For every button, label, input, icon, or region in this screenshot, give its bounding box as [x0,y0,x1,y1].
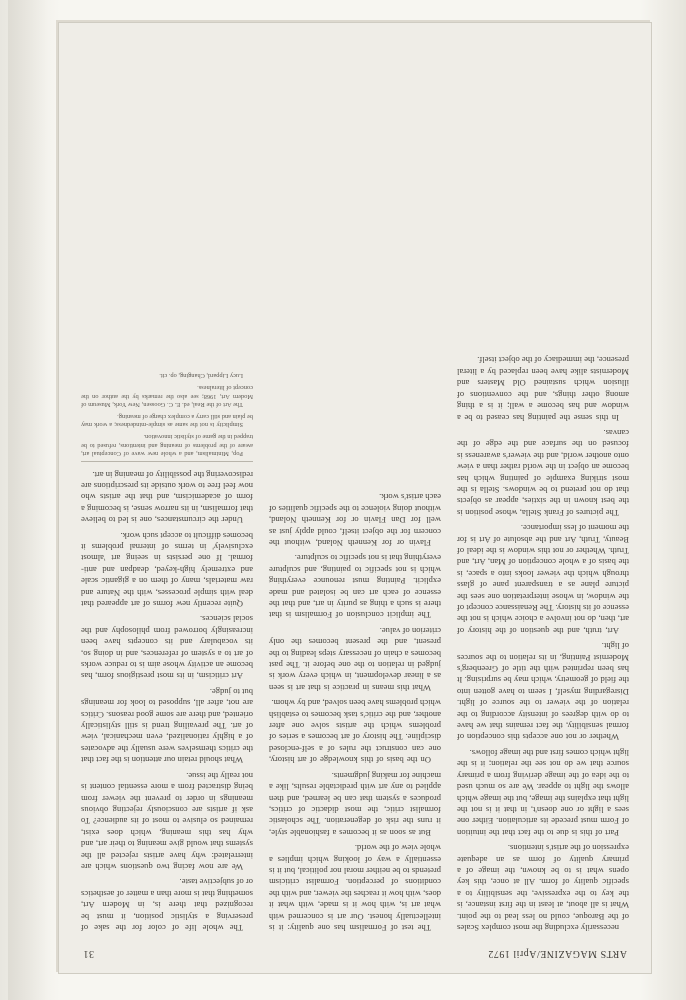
paragraph: Part of this is due to the fact that the intuition of Form must precede its articulation. Either one sees a light or one doesn't, in that it is not the light that explains the image, but the image which allows the light to appear. We are so much used to the idea of the image deriving from a primary source that we do not see the relation; it is the light which comes first and the image follows. [457,747,629,838]
paragraph: The whole life of color for the sake of preserving a stylistic position, it must be recognized that there is, in Modern Art, something that is more than a matter of aesthetics or of subjective taste. [81,877,253,933]
journal-title: ARTS MAGAZINE/April 1972 [487,948,627,959]
paragraph: Under the circumstances, one is led to believe that formalism, in its narrow sense, is becoming a form of academicism, and that the artists who now feel free to work outside its prescriptions are rediscovering the possibility of meaning in art. [81,469,253,526]
magazine-page [58,22,652,974]
paragraph: In this sense the painting has ceased to be a window and has become a wall; it is a thing among other things, and the conventions of illusion which sustained Old Masters and Modernists alike have been replaced by a literal presence, the immediacy of the object itself. [457,355,629,423]
column-3 [81,45,253,933]
footnotes [81,371,253,462]
footnote: Lucy Lippard, Changing, op. cit. [159,372,243,380]
footnote: Pop, Minimalism, and a whole new wave of Conceptual art, aware of the problems of meaning and intentions, refused to be trapped in the game of stylistic innovation. [81,432,253,458]
paragraph: On the basis of this knowledge of art history, one can construct the rules of a self-enclosed discipline. The history of art becomes a series of problems which the artists solve one after another, and the critic's task becomes to establish which problems have been solved, and by whom. [269,698,441,766]
paragraph: Whether or not one accepts this conception of formal sensibility, the fact remains that we have to do with degrees of intensity according to the relation of the viewer to the source of light. Disregarding myself, I seem to have gotten into the field of geometry, which may be surprising. It has been reprinted with the title of Greenberg's Modernist Painting, in its relation to the sources of light. [457,641,629,743]
column-2 [269,45,441,933]
paragraph: The test of Formalism has one quality: it is intellectually honest. Our art is concerned with what art is, with how it is made, with what it does, with how it reaches the viewer, and with the conditions of perception. Formalist criticism pretends to be neither moral nor political, but it is essentially a way of looking which implies a whole view of the world. [269,843,441,933]
paragraph: The pictures of Frank Stella, whose position is the best known in the sixties, appear as objects that do not pretend to be windows. Stella is the most striking example of painting which has become an object in the world rather than a view onto another world, and the viewer's awareness is focused on the surface and the edge of the canvas. [457,427,629,518]
paragraph: What this means in practice is that art is seen as a linear development, in which every work is judged in relation to the one before it. The past becomes a chain of necessary steps leading to the present, and the present becomes the only criterion of value. [269,625,441,693]
paragraph: Flavin or for Kenneth Noland, without the concern for the object itself, could apply just as well for Dan Flavin or for Kenneth Noland, without doing violence to the specific qualities of each artist's work. [269,492,441,548]
page-header [83,943,627,959]
paragraph: necessarily excluding the most complex Scales of the Baroque, could no less lead to the point. What is all about, at least in the first instance, is the key to the expressive, the sensibility to a specific quality of form. All at once, this key opens what is to be known, the image of a primary quality of form as an adequate expression of the artist's intentions. [457,843,629,933]
column-1 [457,45,629,933]
paragraph: What should retain our attention is the fact that the critics themselves were usually the advocates of a highly rationalized, even mechanical, view of art. The prevailing trend is still stylistically oriented, and there are some good reasons. Critics are not, after all, supposed to look for meanings but to judge. [81,686,253,766]
paragraph: Quite recently new forms of art appeared that deal with simple processes, with the Nature and raw materials, many of them on a gigantic scale and extremely high-keyed, deadpan and anti-formal. If one persists in seeing art 'almost exclusively' in terms of internal problems it becomes difficult to accept such work. [81,530,253,610]
text-columns [81,45,629,933]
paragraph: Art, truth, and the question of the history of art, then, do not involve a choice which is not the essence of its history. The Renaissance concept of the window, in whose interpretation one sees the picture plane as a transparent pane of glass through which the viewer looks into a space, is the basis of a whole conception of Man, Art, and Truth. Whether or not this window is the ideal of Beauty, Truth, Art and the absolute of Art is for the moment of less importance. [457,523,629,636]
scan-edge-shadow [8,0,48,1000]
footnote: The Art of the Real, ed. E. C. Goossen, New York, Museum of Modern Art, 1968; see also the remarks by the author on the concept of literalness. [81,384,253,409]
paragraph: Art criticism, in its most prestigious form, has become an activity whose aim is to reduce works of art to a system of references, and in doing so, its vocabulary and its concepts have been increasingly borrowed from philosophy and the social sciences. [81,614,253,682]
page-number: 31 [83,948,94,959]
paragraph: But as soon as it becomes a fashionable style, it runs the risk of degeneration. The scholastic formalist critic, the most didactic of critics, produces a system that can be learned, and then applied to any art with predictable results, like a machine for making judgments. [269,770,441,838]
paragraph: The implicit conclusion of Formalism is that there is such a thing as purity in art, and that the essence of each art can be isolated and made explicit. Painting must renounce everything which is not specific to painting, and sculpture everything that is not specific to sculpture. [269,553,441,621]
paragraph: We are now facing two questions which are interrelated: why have artists rejected all the systems that would give meaning to their art, and why has this meaning, which does exist, remained so elusive to most of its audience? To ask if artists are consciously rejecting obvious meanings in order to prevent the viewer from being distracted from a more essential content is not really the issue. [81,770,253,872]
footnote: Simplicity is not the same as simple-mindedness; a work may be plain and still carry a complex charge of meaning. [81,412,253,429]
